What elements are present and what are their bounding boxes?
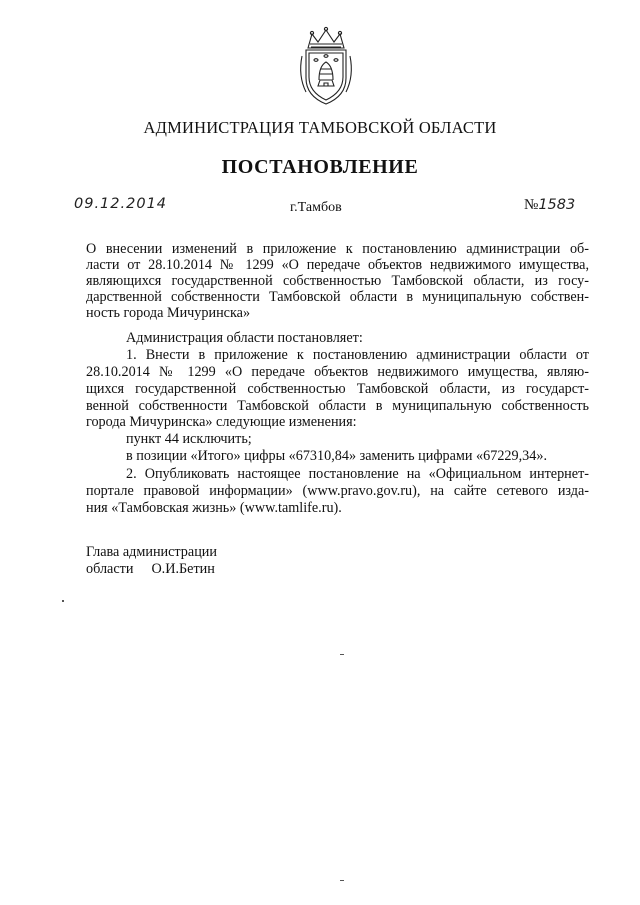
item1-line: 28.10.2014 № 1299 «О передаче объектов недвижимого имущества, являю- bbox=[86, 364, 589, 380]
item1-subpoint: пункт 44 исключить; bbox=[126, 431, 252, 447]
resolution-intro: Администрация области постановляет: bbox=[126, 330, 363, 346]
title-line: дарственной собственности Тамбовской области в муниципальную собствен- bbox=[86, 289, 589, 305]
title-line: являющихся государственной собственностью Тамбовской области, из госу- bbox=[86, 273, 589, 289]
item2-line: ния «Тамбовская жизнь» (www.tamlife.ru). bbox=[86, 500, 342, 516]
handwritten-number: 1583 bbox=[538, 197, 576, 213]
number-sign: № bbox=[524, 197, 539, 213]
signatory-block bbox=[86, 561, 215, 578]
organization-name: АДМИНИСТРАЦИЯ ТАМБОВСКОЙ ОБЛАСТИ bbox=[143, 118, 497, 137]
signatory-position-continued: области bbox=[86, 561, 134, 577]
document-type-heading: ПОСТАНОВЛЕНИЕ bbox=[221, 156, 419, 178]
scan-speck bbox=[340, 654, 344, 655]
item1-line: города Мичуринска» следующие изменения: bbox=[86, 414, 357, 430]
title-line: ность города Мичуринска» bbox=[86, 305, 251, 321]
document-number bbox=[524, 197, 575, 214]
item1-line: 1. Внести в приложение к постановлению администрации области от bbox=[126, 347, 589, 363]
signatory-position: Глава администрации bbox=[86, 544, 217, 560]
item1-line: венной собственности Тамбовской области в муниципальную собственность bbox=[86, 398, 589, 414]
city-label: г.Тамбов bbox=[290, 200, 342, 215]
handwritten-date: 09.12.2014 bbox=[74, 196, 168, 212]
scan-speck bbox=[62, 600, 64, 602]
item1-line: щихся государственной собственностью Тамбовской области, из государст- bbox=[86, 381, 589, 397]
scan-speck bbox=[340, 880, 344, 881]
item2-line: 2. Опубликовать настоящее постановление на «Официальном интернет- bbox=[126, 466, 589, 482]
signatory-name: О.И.Бетин bbox=[151, 561, 215, 577]
coat-of-arms-icon bbox=[294, 26, 358, 108]
title-line: О внесении изменений в приложение к постановлению администрации об- bbox=[86, 241, 589, 257]
item2-line: портале правовой информации» (www.pravo.gov.ru), на сайте сетевого изда- bbox=[86, 483, 589, 499]
title-line: ласти от 28.10.2014 № 1299 «О передаче объектов недвижимого имущества, bbox=[86, 257, 589, 273]
item1-subpoint: в позиции «Итого» цифры «67310,84» заменить цифрами «67229,34». bbox=[126, 448, 547, 464]
